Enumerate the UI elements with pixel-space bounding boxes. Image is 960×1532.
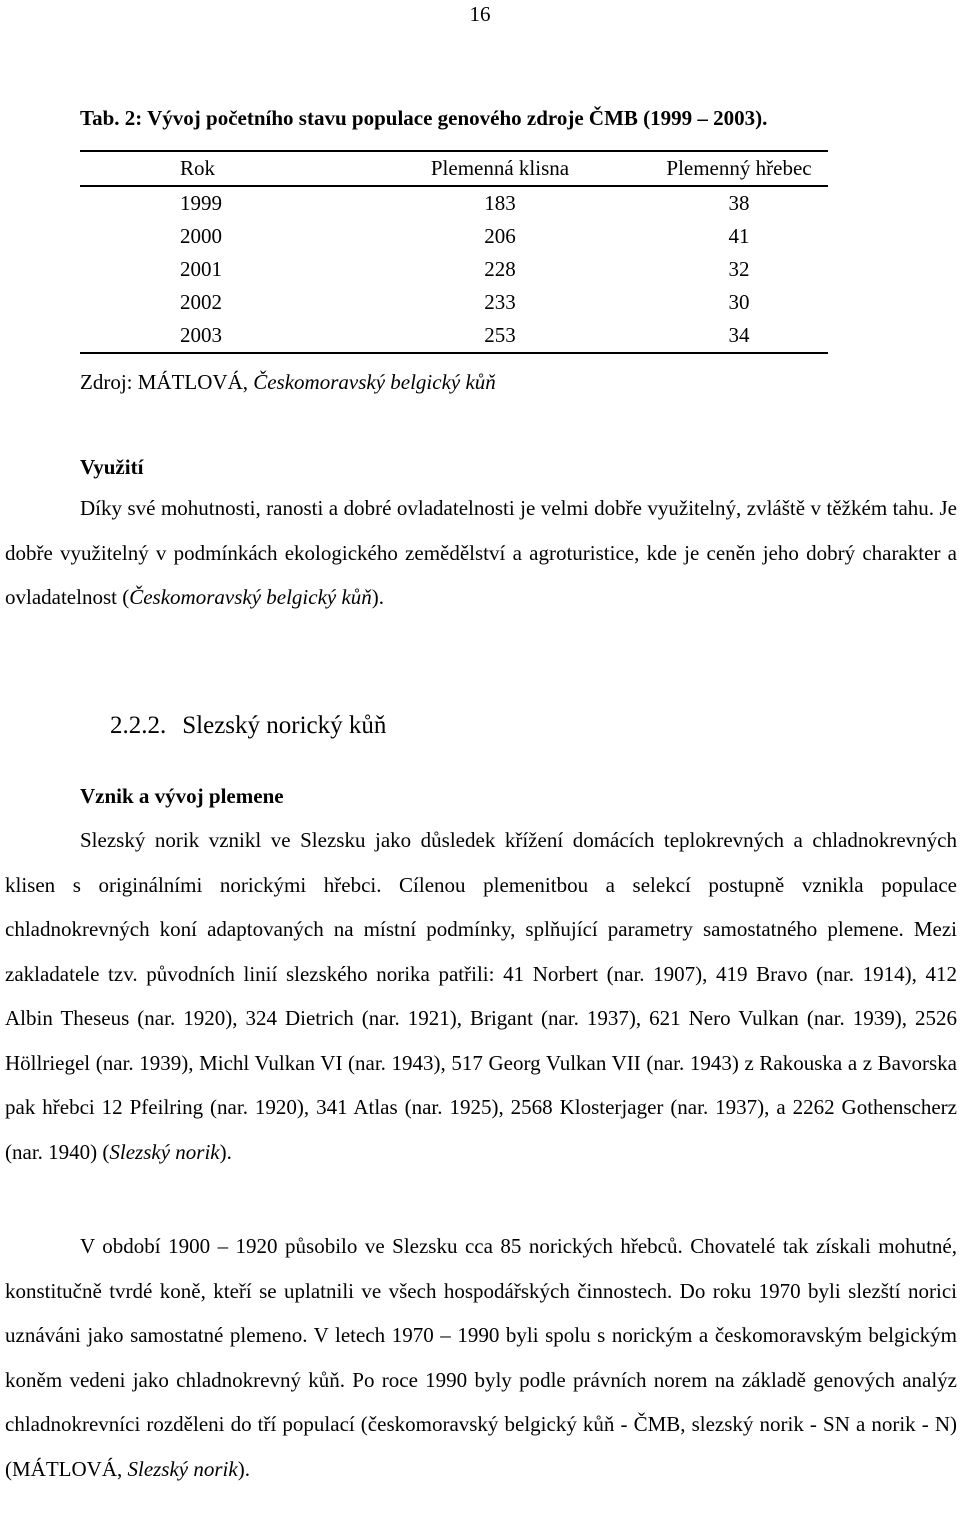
origin-text-1-end: ). xyxy=(219,1139,232,1164)
cell-mares: 228 xyxy=(484,257,516,281)
table-row xyxy=(80,186,828,220)
origin-heading: Vznik a vývoj plemene xyxy=(80,784,284,808)
cell-stallions: 38 xyxy=(728,191,750,215)
cell-mares: 206 xyxy=(484,224,516,248)
origin-paragraph-2 xyxy=(5,1224,957,1491)
use-heading: Využití xyxy=(80,455,144,479)
use-text-end: ). xyxy=(371,585,385,609)
cell-year: 2000 xyxy=(180,224,222,248)
cell-mares: 233 xyxy=(484,290,516,314)
cell-year: 2001 xyxy=(180,257,222,281)
origin-paragraph-1 xyxy=(5,818,957,1174)
source-title: Českomoravský belgický kůň xyxy=(253,370,496,394)
origin-text-2: V období 1900 – 1920 působilo ve Slezsku cca 85 norických hřebců. Chovatelé tak získali mohutné, konstitučně tvrdé koně, kteří se uplatnili ve všech hospodářských činnostech. Do roku 1970 byli slezští norici uznáváni jako samostatné plemeno. V letech 1970 – 1990 byli spolu s norickým a českomoravským belgickým koněm vedeni jako chladnokrevný kůň. Po roce 1990 byly podle právních norem na základě genových analýz chladnokrevníci rozděleni do tří populací (českomoravský belgický kůň - ČMB, slezský norik - SN a norik - N) (MÁTLOVÁ, xyxy=(5,1234,957,1481)
table-row xyxy=(80,286,828,319)
use-text: Díky své mohutnosti, ranosti a dobré ovladatelnosti je velmi dobře využitelný, zvláště v těžkém tahu. Je dobře využitelný v podmínkách ekologického zemědělství a agroturistice, kde je ceněn jeho dobrý charakter a ovladatelnost ( xyxy=(5,496,957,609)
cell-stallions: 41 xyxy=(728,224,750,248)
table-source xyxy=(80,370,496,395)
cell-mares: 183 xyxy=(484,191,516,215)
column-header-year: Rok xyxy=(180,156,216,180)
table-caption-text: Vývoj početního stavu populace genového zdroje ČMB (1999 – 2003). xyxy=(147,106,768,130)
table-row xyxy=(80,319,828,353)
cell-stallions: 30 xyxy=(728,290,750,314)
table-caption xyxy=(80,106,767,131)
population-table xyxy=(80,150,828,354)
cell-stallions: 32 xyxy=(728,257,750,281)
section-number: 2.2.2. xyxy=(110,712,167,739)
column-header-stallions: Plemenný hřebec xyxy=(666,156,812,180)
cell-stallions: 34 xyxy=(728,323,750,347)
cell-mares: 253 xyxy=(484,323,516,347)
use-paragraph xyxy=(5,486,957,620)
table-header-row xyxy=(80,151,828,186)
origin-text-1: Slezský norik vznikl ve Slezsku jako důsledek křížení domácích teplokrevných a chladnokrevných klisen s originálními norickými hřebci. Cílenou plemenitbou a selekcí postupně vznikla populace chladnokrevných koní adaptovaných na místní podmínky, splňující parametry samostatného plemene. Mezi zakladatele tzv. původních linií slezského norika patřili: 41 Norbert (nar. 1907), 419 Bravo (nar. 1914), 412 Albin Theseus (nar. 1920), 324 Dietrich (nar. 1921), Brigant (nar. 1937), 621 Nero Vulkan (nar. 1939), 2526 Höllriegel (nar. 1939), Michl Vulkan VI (nar. 1943), 517 Georg Vulkan VII (nar. 1943) z Rakouska a z Bavorska pak hřebci 12 Pfeilring (nar. 1920), 341 Atlas (nar. 1925), 2568 Klosterjager (nar. 1937), a 2262 Gothenscherz (nar. 1940) ( xyxy=(5,828,957,1164)
table-row xyxy=(80,220,828,253)
origin-reference-1: Slezský norik xyxy=(109,1139,220,1164)
cell-year: 2002 xyxy=(180,290,222,314)
column-header-mares: Plemenná klisna xyxy=(430,156,570,180)
section-heading xyxy=(110,712,386,740)
table-caption-label: Tab. 2: xyxy=(80,106,143,130)
cell-year: 1999 xyxy=(180,191,222,215)
use-reference: Českomoravský belgický kůň xyxy=(129,585,372,609)
cell-year: 2003 xyxy=(180,323,222,347)
origin-text-2-end: ). xyxy=(237,1456,250,1481)
source-prefix: Zdroj: MÁTLOVÁ, xyxy=(80,370,254,394)
page-number: 16 xyxy=(469,2,491,26)
table-row xyxy=(80,253,828,286)
origin-reference-2: Slezský norik xyxy=(127,1456,238,1481)
section-title: Slezský norický kůň xyxy=(182,712,387,739)
